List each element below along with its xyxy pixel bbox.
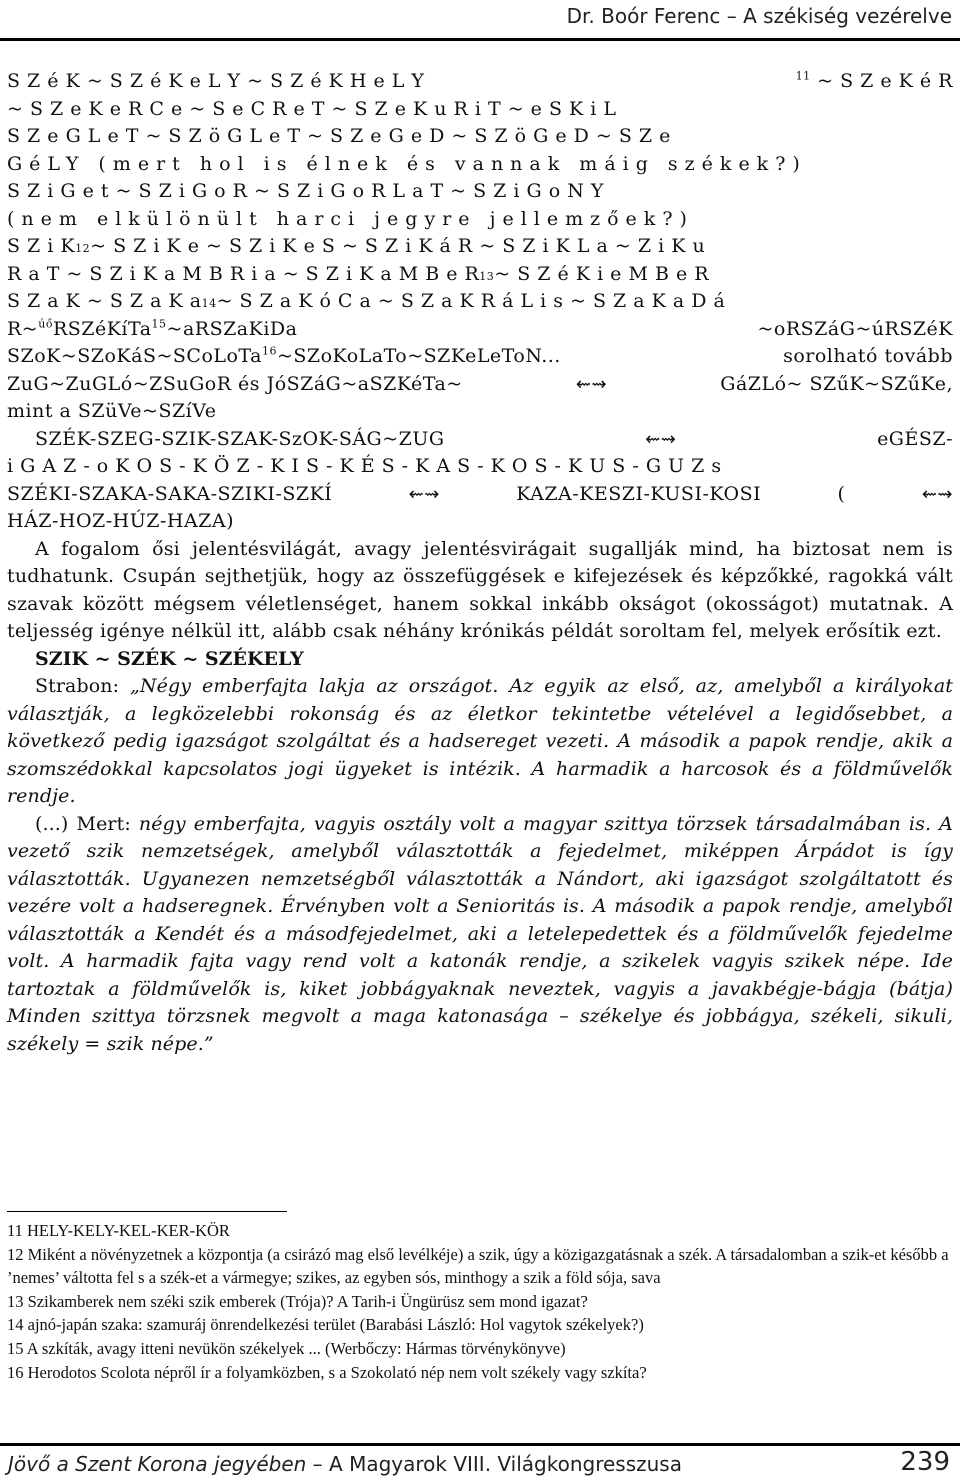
word-chain: i G A Z - o K O S - K Ö Z - K I S - K É S - K A S - K O S - K U S - G U Z s: [7, 455, 722, 477]
footnote-ref[interactable]: 11: [795, 69, 811, 83]
footnotes: [7, 1219, 953, 1384]
double-arrow-icon: ⇜⇝: [575, 373, 608, 395]
word-chain: (nem elkülönült harci jegyre jellemzőek?): [7, 207, 694, 230]
double-arrow-icon: ⇜⇝: [921, 483, 953, 505]
word-chain-line: [7, 426, 953, 454]
footnote: 13 Szikamberek nem széki szik emberek (Trója)? A Tarih-i Üngürüsz sem mond igazat?: [7, 1291, 588, 1311]
word-chain: S Z a K ~ S Z a K a: [7, 290, 202, 312]
word-chain-line: [7, 96, 953, 124]
quote-source: (...) Mert:: [35, 812, 139, 835]
double-arrow-icon: ⇜⇝: [645, 428, 677, 450]
word-chain: KAZA-KESZI-KUSI-KOSI: [516, 482, 762, 505]
footer-subtitle: – A Magyarok VIII. Világkongresszusa: [306, 1452, 682, 1476]
word-chain-line: [7, 68, 953, 96]
word-chain: eGÉSZ-: [877, 427, 953, 450]
footnote: 15 A szkíták, avagy itteni nevükön székelyek ... (Werbőczy: Hármas törvénykönyve): [7, 1338, 566, 1358]
quote-text: „Négy emberfajta lakja az országot. Az egyik az első, az, amelyből a királyokat választják, a legközelebbi rokonság és az életkor tekintetbe vételével a legidősebbet, a következő pedig igazságot szolgáltat és a hadsereget vezeti. A második a papok rendje, akik a szomszédokkal kapcsolatos jogi ügyeket is intézik. A harmadik a harcosok és a földművelők rendje.: [7, 675, 953, 807]
word-chain: S Z i K: [7, 235, 76, 257]
footer-title: Jövő a Szent Korona jegyében: [8, 1452, 307, 1476]
word-chain-line: [7, 123, 953, 151]
quote-text: négy emberfajta, vagyis osztály volt a magyar szittya törzsek társadalmában is. A vezető szik nemzetségek, amelyből választották a fejedelmet, miképpen Árpádot is így választották. Ugyanezen nemzetségből választották a Nándort, aki igazságot szolgáltatott és vezére volt a hadseregnek. Érvényben volt a Senioritás is. A második a papok rendje, amelyből választották a Kendét és a másodfejedelmet, aki a letelepedettek és a földművelők fejedelme volt. A harmadik fajta vagy rend volt a katonák rendje, a szikelek vagyis szikek népe. Ide tartoztak a földművelők is, kiket jobbágyaknak neveztek, vagyis a javakbégje-bágja (bátja) Minden szittya törzsnek megvolt a maga katonasága – székelye és jobbágya, székeli, sikuli, székely = szik népe.”: [7, 812, 953, 1055]
word-chain-line: S Z i K 12 ~ S Z i K e ~ S Z i K e S ~ S Z i K á R ~ S Z i K L a ~ Z i K u: [7, 233, 953, 261]
main-content: [7, 68, 953, 1058]
word-chain-line: S Z a K ~ S Z a K a 14 ~ S Z a K ó C a ~ S Z a K R á L i s ~ S Z a K a D á: [7, 288, 953, 316]
word-chain: SZÉK-SZEG-SZIK-SZAK-SzOK-SÁG~ZUG: [35, 427, 445, 450]
footnote-ref[interactable]: 16: [261, 344, 277, 358]
running-header: Dr. Boór Ferenc – A székiség vezérelve: [566, 4, 952, 28]
footnote-ref[interactable]: 15: [151, 317, 167, 331]
footer-divider: [0, 1443, 960, 1446]
word-chain: GéLY (mert hol is élnek és vannak máig székek?): [7, 152, 807, 175]
word-chain: ~ S Z i K e ~ S Z i K e S ~ S Z i K á R ~ S Z i K L a ~ Z i K u: [90, 235, 706, 257]
section-heading: SZIK ~ SZÉK ~ SZÉKELY: [35, 647, 304, 670]
word-chain: $^{11}$ ~ S Z e K é R: [795, 69, 953, 92]
word-chain-line: [7, 206, 953, 234]
word-chain: (: [837, 482, 846, 505]
word-chain: ~ S Z é K i e M B e R: [494, 262, 710, 285]
footnote: 14 ajnó-japán szaka: szamuráj önrendelkezési terület (Barabási László: Hol vagytok székelyek?): [7, 1315, 644, 1335]
word-chain-line: [7, 178, 953, 206]
footnote: 12 Miként a növényzetnek a központja (a csirázó mag első levélkéje) a szik, úgy a közigazgatásnak a szék. A társadalomban a szik-et később a ’nemes’ váltotta fel s a szék-et a vármegye; szikes, az egyben sós, minthogy a szik a föld sója, sava: [7, 1244, 949, 1288]
word-chain-line: [7, 508, 953, 536]
word-chain-line: [7, 398, 953, 426]
word-chain-line: [7, 371, 953, 399]
accent-mark: úő: [38, 317, 53, 331]
word-chain-line: R a T ~ S Z i K a M B R i a ~ S Z i K a M B e R 13 ~ S Z é K i e M B e R: [7, 261, 953, 289]
word-chain: ~ S Z e K e R C e ~ S e C R e T ~ S Z e K u R i T ~ e S K i L: [7, 97, 617, 120]
footnote: 16 Herodotos Scolota népről ír a folyamközben, s a Szokolató nép nem volt székely vagy szkíta?: [7, 1362, 647, 1382]
word-chain: ZuG~ZuGLó~ZSuGoR és JóSZáG~aSZKéTa~: [7, 372, 463, 395]
word-chain: sorolható tovább: [783, 345, 953, 367]
word-chain: S Z é K ~ S Z é K e L Y ~ S Z é K H e L Y: [7, 70, 425, 92]
word-chain: ~oRSZáG~úRSZéK: [757, 317, 953, 340]
word-chain-line: [7, 316, 953, 344]
running-footer: [8, 1452, 682, 1476]
double-arrow-icon: ⇜⇝: [408, 483, 440, 505]
word-chain: GáZLó~ SZűK~SZűKe,: [720, 372, 953, 395]
word-chain: S Z i G e t ~ S Z i G o R ~ S Z i G o R L a T ~ S Z i G o N Y: [7, 180, 604, 202]
page-number: 239: [900, 1447, 950, 1477]
quote-continuation: [7, 811, 953, 1059]
word-chain: mint a SZüVe~SZíVe: [7, 400, 217, 422]
word-chain: R~$^{úő}$RSZéKíTa$^{15}$~aRSZaKiDa: [7, 317, 298, 340]
word-chain: ~ S Z a K ó C a ~ S Z a K R á L i s ~ S Z a K a D á: [216, 290, 726, 312]
word-chain-line: [7, 343, 953, 371]
word-chain: SZoK~SZoKáS~SCoLoTa$^{16}$~SZoKoLaTo~SZKeLeToN...: [7, 344, 561, 367]
footnote: 11 HELY-KELY-KEL-KER-KÖR: [7, 1221, 230, 1240]
word-chain: SZÉKI-SZAKA-SAKA-SZIKI-SZKÍ: [7, 482, 333, 505]
footnote-divider: [7, 1211, 287, 1212]
word-chain-line: [7, 481, 953, 509]
word-chain-line: [7, 453, 953, 481]
quote-strabon: [7, 673, 953, 811]
quote-source: Strabon:: [35, 675, 130, 697]
body-paragraph: A fogalom ősi jelentésvilágát, avagy jelentésvirágait sugallják mind, ha biztosat nem is tudhatunk. Csupán sejthetjük, hogy az összefüggések e kifejezések és képzőkké, ragokká vált szavak között mégsem véletlenséget, hanem sokkal inkább okságot (okosságot) mutatnak. A teljesség igénye nélkül itt, alább csak néhány krónikás példát soroltam fel, melyek erősítik ezt.: [7, 537, 953, 642]
word-chain: R a T ~ S Z i K a M B R i a ~ S Z i K a M B e R: [7, 262, 480, 285]
word-chain: HÁZ-HOZ-HÚZ-HAZA): [7, 510, 235, 532]
word-chain: S Z e G L e T ~ S Z ö G L e T ~ S Z e G e D ~ S Z ö G e D ~ S Z e: [7, 125, 671, 147]
word-chain-line: [7, 151, 953, 179]
page-header: [0, 0, 960, 41]
